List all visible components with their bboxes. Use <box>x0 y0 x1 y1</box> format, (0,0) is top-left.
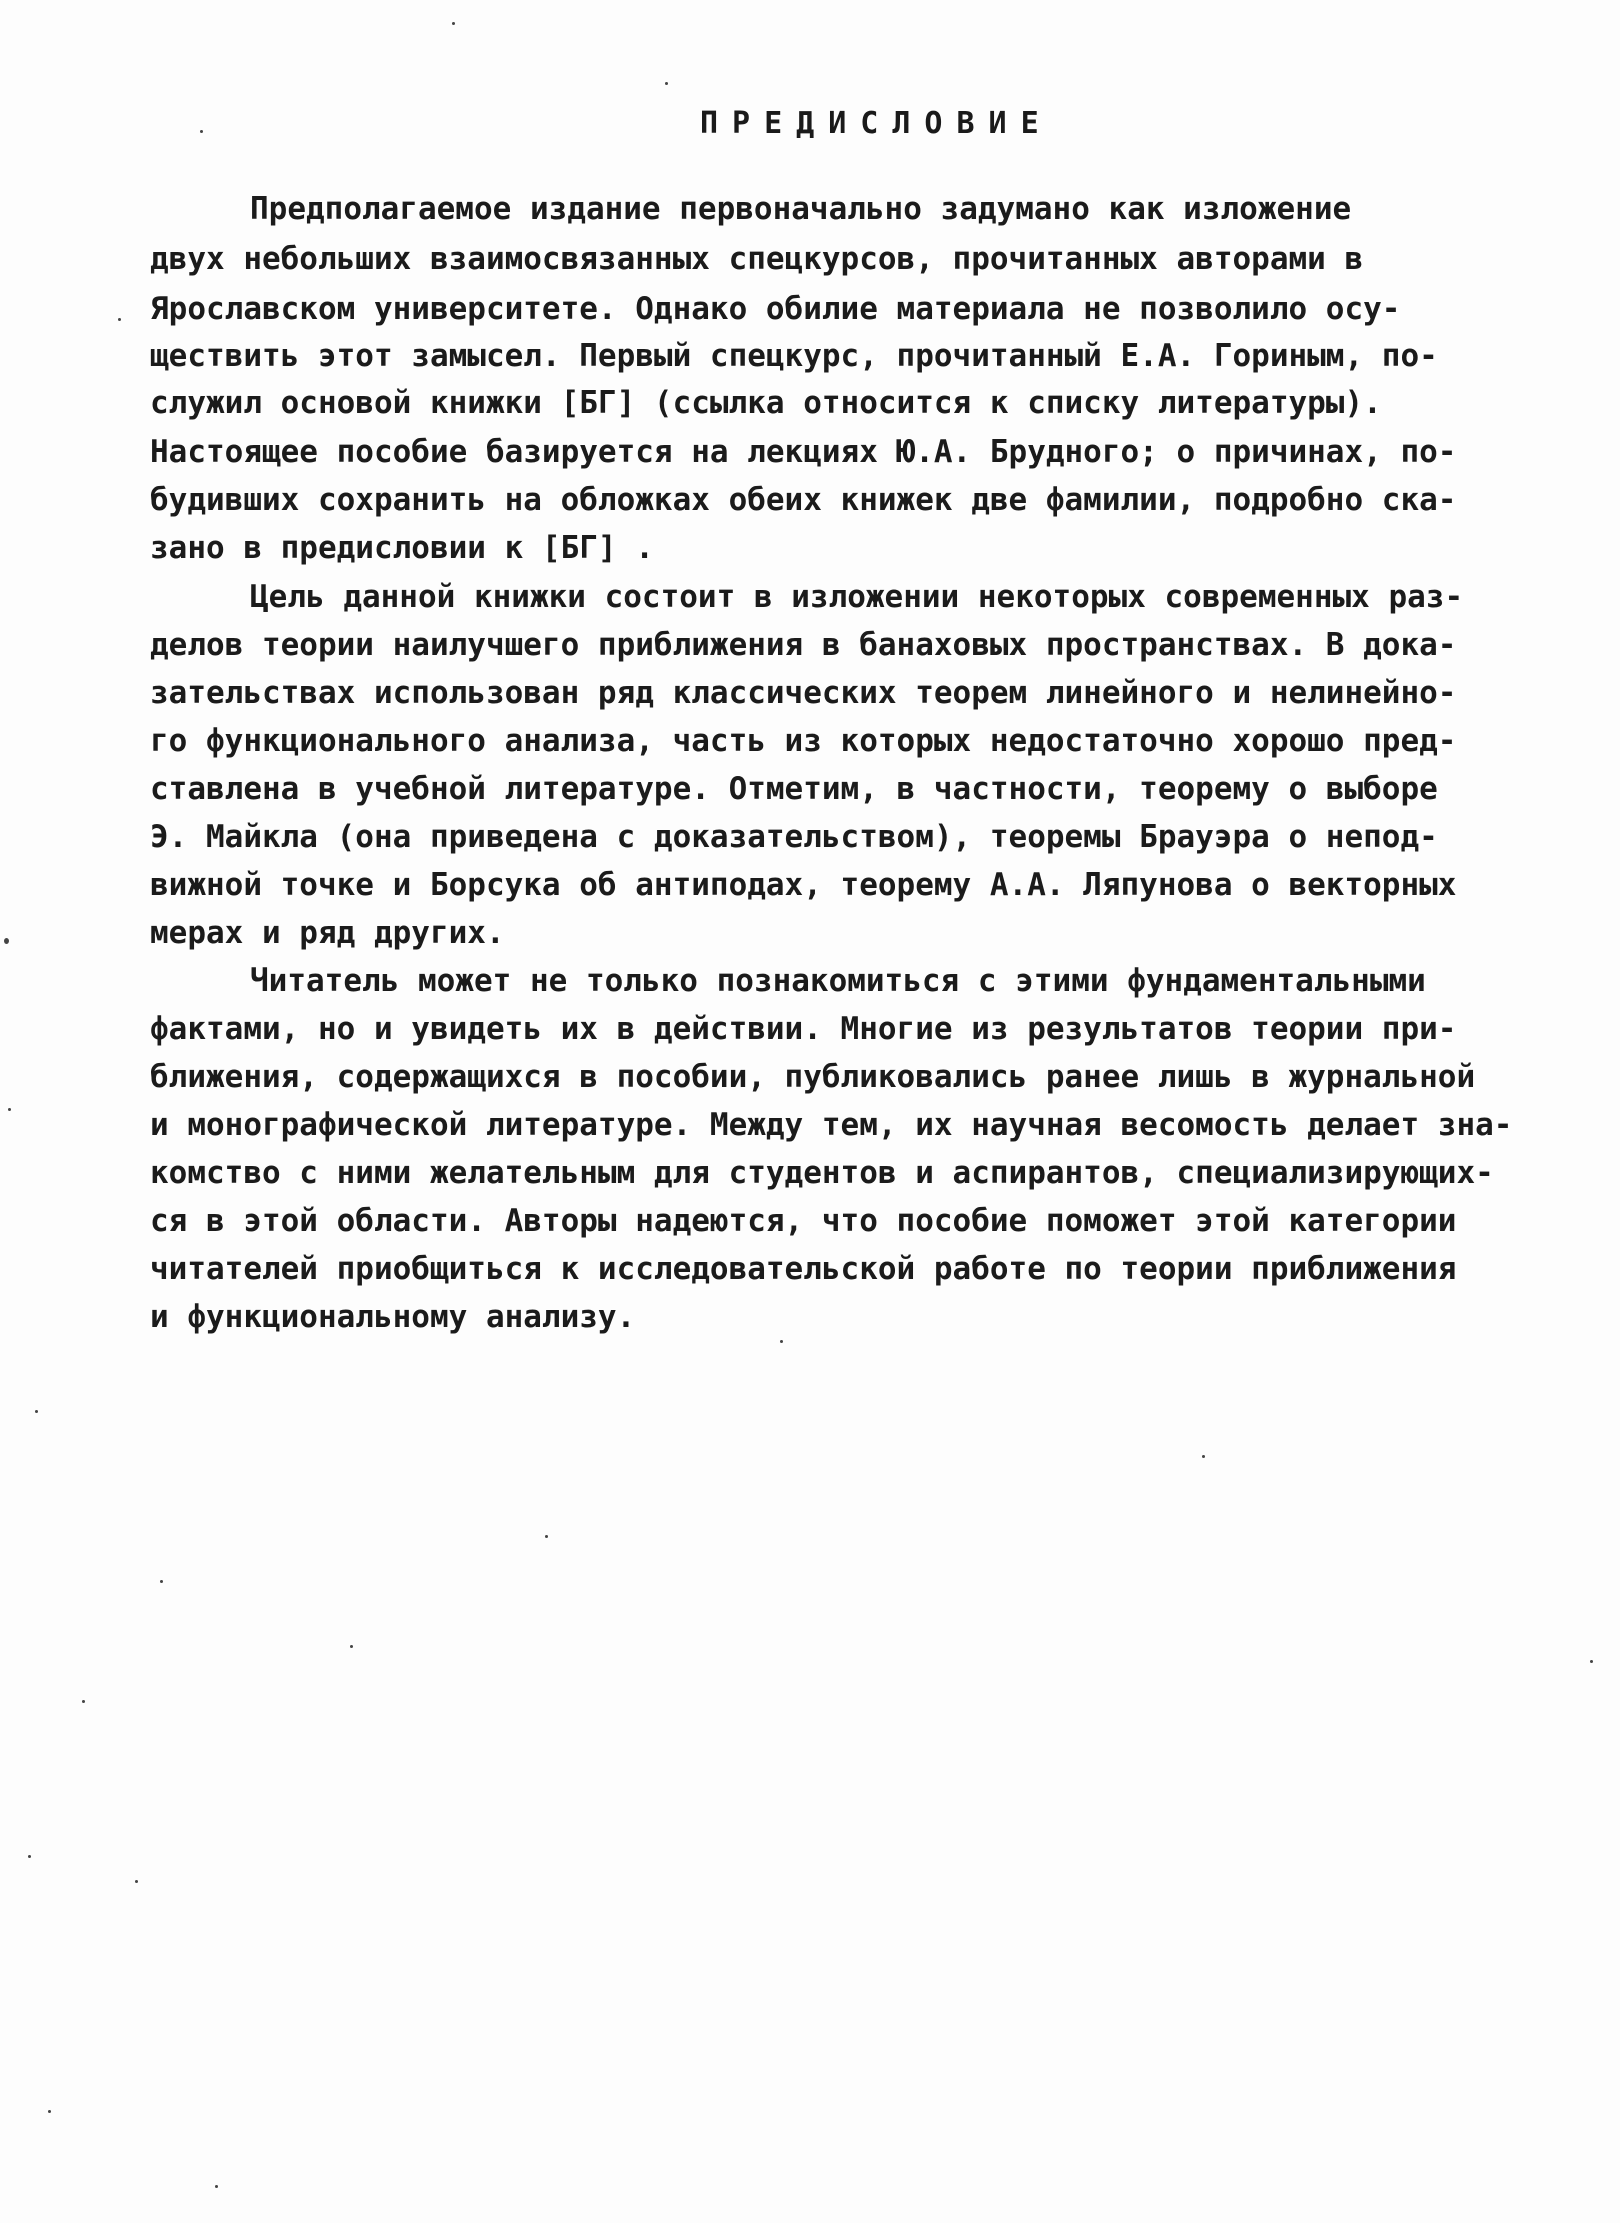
scan-speck <box>1590 1660 1593 1663</box>
scan-speck <box>1202 1455 1205 1458</box>
text-line: читателей приобщиться к исследовательской работе по теории приближения <box>150 1251 1457 1287</box>
scan-speck <box>8 1108 11 1111</box>
text-line: ся в этой области. Авторы надеются, что пособие поможет этой категории <box>150 1203 1457 1239</box>
text-line: ществить этот замысел. Первый спецкурс, прочитанный Е.А. Гориным, по- <box>150 338 1438 374</box>
scan-speck <box>545 1535 548 1538</box>
text-line: служил основой книжки [БГ] (ссылка относится к списку литературы). <box>150 385 1382 421</box>
scan-speck <box>160 1580 163 1583</box>
scan-speck <box>215 2185 218 2188</box>
text-line: Предполагаемое издание первоначально задумано как изложение <box>250 191 1352 227</box>
text-line: Читатель может не только познакомиться с этими фундаментальными <box>250 963 1426 999</box>
text-line: будивших сохранить на обложках обеих книжек две фамилии, подробно ска- <box>150 482 1457 518</box>
text-line: и монографической литературе. Между тем, их научная весомость делает зна- <box>150 1107 1513 1143</box>
scan-speck <box>4 938 9 944</box>
scan-speck <box>452 22 455 25</box>
text-line: делов теории наилучшего приближения в банаховых пространствах. В дока- <box>150 627 1457 663</box>
text-line: мерах и ряд других. <box>150 915 505 951</box>
scan-speck <box>665 82 668 85</box>
text-line: зательствах использован ряд классических теорем линейного и нелинейно- <box>150 675 1457 711</box>
text-line: двух небольших взаимосвязанных спецкурсов, прочитанных авторами в <box>150 241 1364 277</box>
scan-speck <box>35 1410 38 1413</box>
text-line: фактами, но и увидеть их в действии. Многие из результатов теории при- <box>150 1011 1457 1047</box>
text-line: комство с ними желательным для студентов и аспирантов, специализирующих- <box>150 1155 1494 1191</box>
scan-speck <box>135 1880 138 1883</box>
page-title: ПРЕДИСЛОВИЕ <box>700 106 1053 141</box>
text-line: Цель данной книжки состоит в изложении некоторых современных раз- <box>250 579 1464 615</box>
text-line: вижной точке и Борсука об антиподах, теорему А.А. Ляпунова о векторных <box>150 867 1457 903</box>
scan-speck <box>780 1340 783 1343</box>
text-line: ставлена в учебной литературе. Отметим, в частности, теорему о выборе <box>150 771 1438 807</box>
text-line: Ярославском университете. Однако обилие материала не позволило осу- <box>150 291 1401 327</box>
text-line: зано в предисловии к [БГ] . <box>150 530 654 566</box>
scan-speck <box>48 2110 51 2113</box>
text-line: Э. Майкла (она приведена с доказательством), теоремы Брауэра о непод- <box>150 819 1438 855</box>
text-line: Настоящее пособие базируется на лекциях Ю.А. Брудного; о причинах, по- <box>150 434 1457 470</box>
scan-speck <box>118 318 121 321</box>
scan-speck <box>200 130 203 133</box>
text-line: ближения, содержащихся в пособии, публиковались ранее лишь в журнальной <box>150 1059 1476 1095</box>
scan-speck <box>350 1645 353 1648</box>
text-line: го функционального анализа, часть из которых недостаточно хорошо пред- <box>150 723 1457 759</box>
scan-speck <box>82 1700 85 1703</box>
scan-speck <box>28 1855 31 1858</box>
text-line: и функциональному анализу. <box>150 1299 636 1335</box>
